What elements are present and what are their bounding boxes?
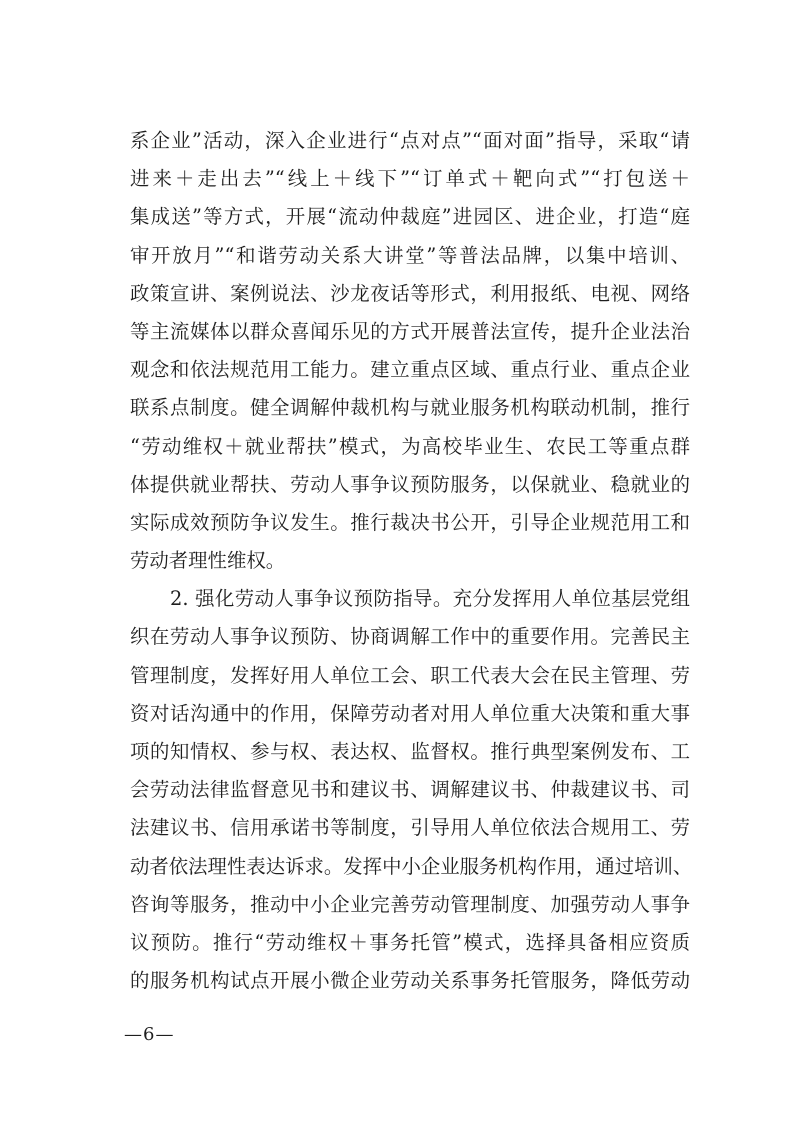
text-line: 等主流媒体以群众喜闻乐见的方式开展普法宣传，提升企业法治 xyxy=(130,319,690,343)
text-line: 管理制度，发挥好用人单位工会、职工代表大会在民主管理、劳 xyxy=(130,663,690,687)
text-line: 资对话沟通中的作用，保障劳动者对用人单位重大决策和重大事 xyxy=(130,701,690,725)
text-line: 实际成效预防争议发生。推行裁决书公开，引导企业规范用工和 xyxy=(130,510,690,534)
text-line: 的服务机构试点开展小微企业劳动关系事务托管服务，降低劳动 xyxy=(130,969,690,993)
text-line: 织在劳动人事争议预防、协商调解工作中的重要作用。完善民主 xyxy=(130,625,690,649)
text-line: 项的知情权、参与权、表达权、监督权。推行典型案例发布、工 xyxy=(130,740,690,763)
text-line: 咨询等服务，推动中小企业完善劳动管理制度、加强劳动人事争 xyxy=(130,892,690,916)
text-line: 会劳动法律监督意见书和建议书、调解建议书、仲裁建议书、司 xyxy=(130,778,690,802)
text-line: 观念和依法规范用工能力。建立重点区域、重点行业、重点企业 xyxy=(130,358,690,382)
body-text xyxy=(130,122,693,1000)
text-line: 联系点制度。健全调解仲裁机构与就业服务机构联动机制，推行 xyxy=(130,396,690,420)
text-line: 法建议书、信用承诺书等制度，引导用人单位依法合规用工、劳 xyxy=(130,816,690,840)
text-line: 政策宣讲、案例说法、沙龙夜话等形式，利用报纸、电视、网络 xyxy=(130,281,690,305)
page-number: —6— xyxy=(124,1024,175,1045)
text-line: 集成送”等方式，开展“流动仲裁庭”进园区、进企业，打造“庭 xyxy=(130,205,690,229)
text-line: “劳动维权＋就业帮扶”模式，为高校毕业生、农民工等重点群 xyxy=(130,434,690,458)
text-line: 系企业”活动，深入企业进行“点对点”“面对面”指导，采取“请 xyxy=(130,129,690,152)
text-line: 体提供就业帮扶、劳动人事争议预防服务，以保就业、稳就业的 xyxy=(130,472,690,496)
text-line: 审开放月”“和谐劳动关系大讲堂”等普法品牌，以集中培训、 xyxy=(130,243,690,267)
section-heading-line: 2. 强化劳动人事争议预防指导。充分发挥用人单位基层党组 xyxy=(170,587,690,611)
text-line: 劳动者理性维权。 xyxy=(130,549,286,573)
text-line: 议预防。推行“劳动维权＋事务托管”模式，选择具备相应资质 xyxy=(130,930,690,954)
text-line: 动者依法理性表达诉求。发挥中小企业服务机构作用，通过培训、 xyxy=(130,854,693,878)
text-line: 进来＋走出去”“线上＋线下”“订单式＋靶向式”“打包送＋ xyxy=(130,167,690,191)
